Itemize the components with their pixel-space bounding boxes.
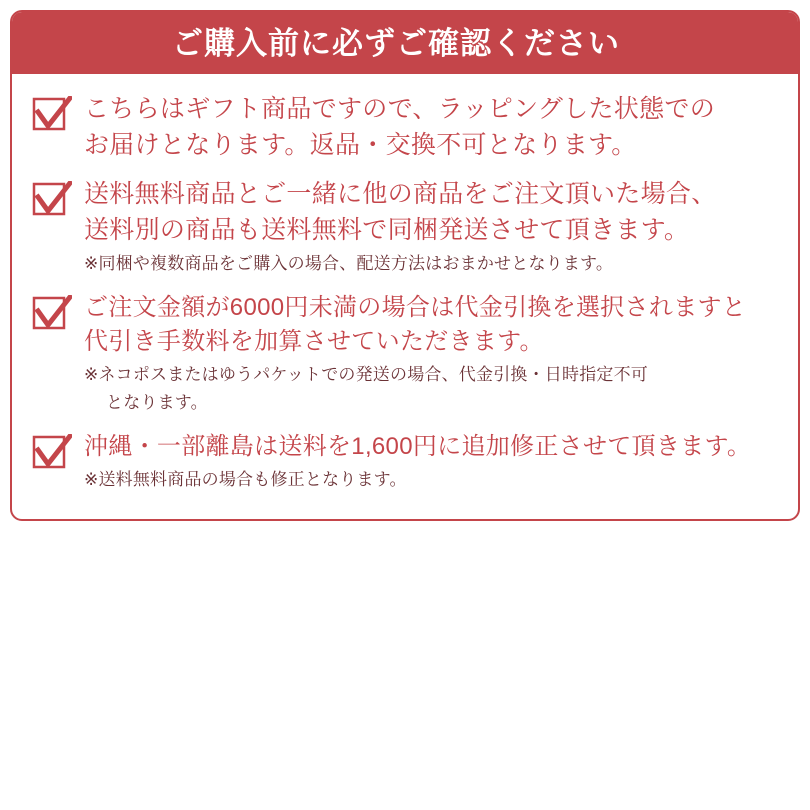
list-item-note-text: となります。 [106, 393, 208, 413]
list-item-line: こちらはギフト商品ですので、ラッピングした状態での [84, 95, 716, 123]
list-item-note: ※同梱や複数商品をご購入の場合、配送方法はおまかせとなります。 [84, 254, 614, 273]
list-item-line: 送料無料商品とご一緒に他の商品をご注文頂いた場合、 [84, 180, 717, 208]
list-item-note: ※ネコポスまたはゆうパケットでの発送の場合、代金引換・日時指定不可 [84, 364, 648, 384]
list-item-note-continued [84, 391, 778, 416]
list-item-line: 代引き手数料を加算させていただきます。 [84, 327, 544, 355]
notice-box [10, 10, 800, 521]
checkmark-icon [32, 434, 72, 474]
list-item-text [84, 430, 778, 493]
list-item [32, 92, 778, 163]
list-item-text [84, 177, 778, 277]
checkmark-icon [32, 96, 72, 136]
list-item-line: 沖縄・一部離島は送料を1,600円に追加修正させて頂きます。 [84, 433, 752, 461]
list-item-line: お届けとなります。返品・交換不可となります。 [84, 130, 637, 159]
notice-list [12, 74, 798, 519]
list-item [32, 430, 778, 493]
list-item-line: 送料別の商品も送料無料で同梱発送させて頂きます。 [84, 215, 690, 244]
list-item-line: ご注文金額が6000円未満の場合は代金引換を選択されますと [84, 293, 747, 321]
list-item-text [84, 92, 778, 163]
notice-header [12, 12, 798, 74]
page-title: ご購入前に必ずご確認ください [172, 25, 620, 61]
checkmark-icon [32, 295, 72, 335]
checkmark-icon [32, 181, 72, 221]
list-item-note: ※送料無料商品の場合も修正となります。 [84, 470, 407, 490]
list-item [32, 177, 778, 277]
list-item-text [84, 291, 778, 416]
list-item [32, 291, 778, 416]
